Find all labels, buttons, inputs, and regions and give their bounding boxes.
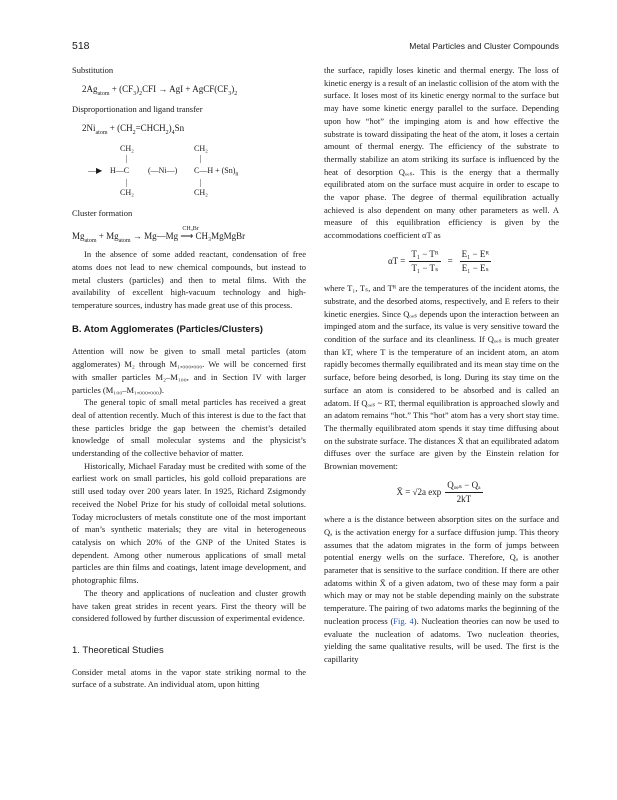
nickel-center: (—Ni—) — [148, 165, 178, 175]
page-number: 518 — [72, 40, 90, 52]
disproportionation-equation: $2Ni_{atom}$ + $(CH_2=CHCH_2)_4Sn$ — [82, 123, 185, 136]
section-heading-b: B. Atom Agglomerates (Particles/Clusters) — [72, 323, 263, 335]
c-h-group: C—H + $(Sn)_n$ — [194, 165, 239, 178]
running-title: Metal Particles and Cluster Compounds — [409, 41, 559, 51]
polymer-structure-diagram: CH₂ CH₂ | | —▶ H—C (—Ni—) C—H + $(Sn)_n$ | | CH₂ CH₂ — [72, 143, 306, 207]
paragraph: where a is the distance between absorption sites on the surface and Qₐ is the activation energy for a surface diffusion jump. This theory assumes that the adatom migrates in the form of jumps between potential energy wells on the surface. Therefore, Qₐ is another parameter that is sensitive to the surface condition. If there are other adatoms within X̄ of a given adatom, two of these may form a pair which may or may not be stable depending mainly on the substrate temperature. The pairing of two adatoms marks the beginning of the nucleation process (Fig. 4). Nucleation theories can now be used to evaluate the nucleation of adatoms. Two nucleation theories, yielding the same qualitative results, will be used. The first is the capillarity — [324, 514, 559, 664]
ch2-bottom-right: CH₂ — [194, 187, 208, 197]
ch2-top-right: CH₂ — [194, 143, 208, 153]
ch2-top-left: CH₂ — [120, 143, 134, 153]
paragraph: In the absence of some added reactant, condensation of free atoms does not lead to new chemical compounds, but instead to metal clusters (particles) and then to metal films. With the availability of excellent high-vacuum technology and high-temperature sources, industry has made great use of this process. — [72, 249, 306, 311]
cluster-equation: $Mg_{atom} + Mg_{atom}$ → Mg—Mg CH₃Br ⟶ CH₃MgMgBr — [72, 225, 246, 244]
ch2-bottom-left: CH₂ — [120, 187, 134, 197]
reaction-arrow-icon: —▶ — [88, 165, 103, 175]
einstein-relation-equation: X̄ = √2a exp $\frac{\text{Qₒₑₛ − Qₐ}}{2kT}$ — [396, 479, 481, 504]
accommodation-coefficient-equation: αT = $\frac{\text{T₁ − Tᴿ}}{\text{T₁ − Tₛ}}$ = $\frac{\text{E₁ − Eᴿ}}{\text{E₁ − Eₛ}}$ — [387, 248, 490, 273]
paragraph: The general topic of small metal particles has received a great deal of attention recently. Much of this interest is due to the fact that these particles bridge the gap between the chemist’s detailed knowledge of small molecular systems and the physicist’s understanding of the collective behavior of matter. — [72, 397, 306, 459]
subsection-heading-1: 1. Theoretical Studies — [72, 644, 164, 656]
left-column — [72, 64, 306, 691]
paragraph: the surface, rapidly loses kinetic and thermal energy. The loss of kinetic energy is a result of an inelastic collision of the atom with the surface. It loses most of its kinetic energy normal to the surface but may have some kinetic energy parallel to the surface. Depending upon how “hot” the impinging atom is and how effective the substrate is toward dissipating the heat of the atom, it loses a certain amount of thermal energy. The efficiency of the substrate to thermally stabilize an atom striking its surface is influenced by the heat of desorption Qₒₑₛ. This is the energy that a thermally equilibrated atom on the surface must acquire in order to escape to the vapor phase. The degree of thermal equilibration actually achieved is also dependent on many other parameters as well. A measure of this equilibration efficiency is given by the accommodations coefficient αT as — [324, 65, 559, 241]
paragraph: Historically, Michael Faraday must be credited with some of the earliest work on small particles, his gold colloid preparations are still used today over 200 years later. In 1925, Richard Zsigmondy received the Nobel Prize for his study of colloidal metal solutions. Today microclusters of metals constitute one of the most important of man’s synthetic materials; they are vital in heterogeneous catalysis on which 20% of the GNP of the United States is dependent. Among other numerous applications of small metal particles are thin films and coatings, latent image development, and photographic films. — [72, 460, 306, 586]
paragraph: Consider metal atoms in the vapor state striking normal to the surface of a substrate. An individual atom, upon hitting — [72, 666, 306, 690]
substitution-equation: $2Ag_{atom} + (CF_3)_2CFI$ → AgI + $AgCF(CF_3)_2$ — [82, 83, 238, 97]
paragraph: Attention will now be given to small metal particles (atom agglomerates) M₂ through M₁,₀₀₀,₀₀₀. We will be concerned first with smaller particles M₂–M₁₀₀, and in Section IV with larger particles (M₁₀₀–M₁,₀₀₀,₀₀₀). — [72, 346, 306, 395]
paragraph: The theory and applications of nucleation and cluster growth have taken great strides in recent years. First the theory will be considered followed by further discussion of experimental evidence. — [72, 587, 306, 624]
right-column — [324, 64, 559, 666]
h-c-group: H—C — [110, 165, 130, 175]
disproportionation-label: Disproportionation and ligand transfer — [72, 104, 203, 115]
cluster-formation-label: Cluster formation — [72, 207, 133, 218]
substitution-label: Substitution — [72, 65, 114, 75]
paragraph: where T₁, Tₛ, and Tᴿ are the temperatures of the incident atoms, the substrate, and the desorbed atoms, respectively, and E refers to their kinetic energies. Since Qₒₑₛ depends upon the interaction between an impinged atom and the surface, its value is very sensitive toward the condition of the surface and its cleanliness. If Qₒₑₛ is much greater than kT, where T is the temperature of an incident atom, an atom rapidly becomes thermally equilibrated and its mean stay time on the surface, before being desorbed, is long. During its stay time on the surface an atom is considered to be absorbed and is called an adatom. If Qₒₑₛ ~ RT, thermal equilibration is approached slowly and an adatom remains “hot.” This “hot” atom has a very short stay time. The thermally equilibrated atom spends it stay time diffusing about on the substrate surface. The distances X̄ that an equilibrated adatom diffuses over the surface are given by the Einstein relation for Brownian movement: — [324, 283, 559, 472]
figure-4-link[interactable]: Fig. 4 — [393, 615, 414, 626]
